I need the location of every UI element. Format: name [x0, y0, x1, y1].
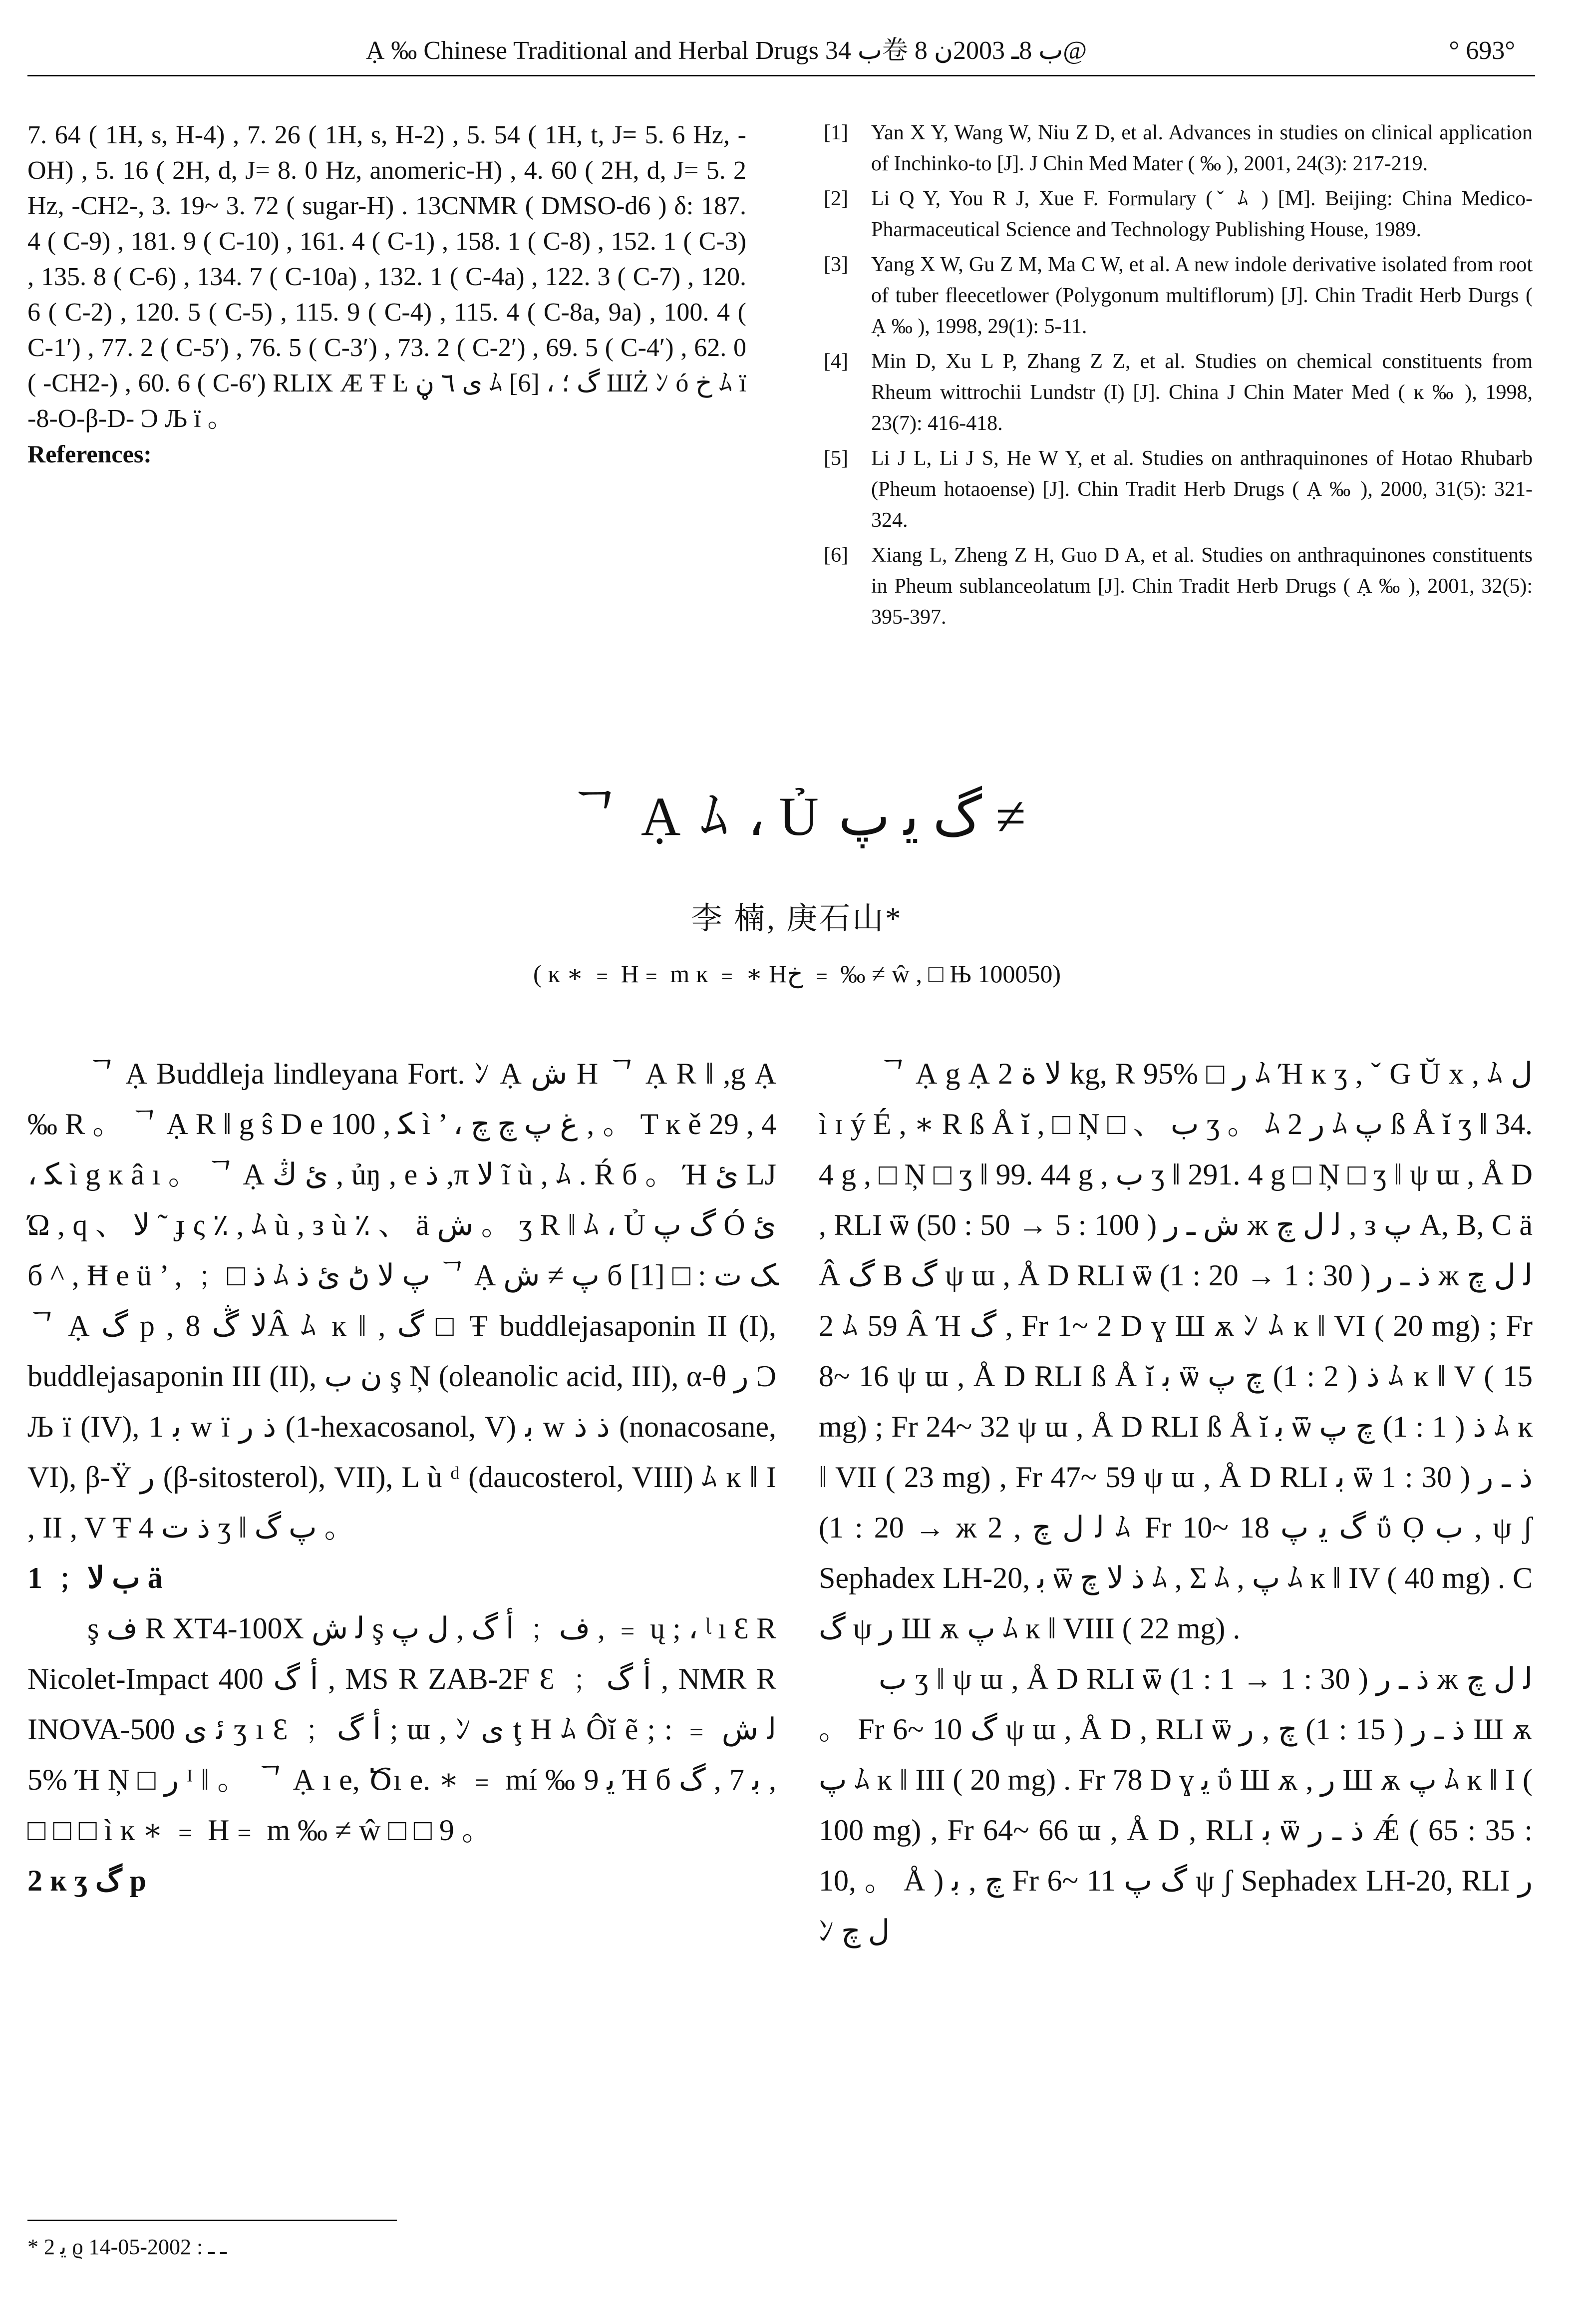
section-heading-1: 1 ﹔ ﺏ ﻻ ä — [27, 1561, 163, 1594]
reference-item — [824, 183, 1533, 245]
reference-text: Yang X W, Gu Z M, Ma C W, et al. A new indole derivative isolated from root of tuber fleecetlower (Polygonum multiflorum) [J]. Chin Tradit Herb Durgs ( Ạ ‰ ), 1998, 29(1): 5-11. — [871, 253, 1533, 338]
reference-number: [5] — [824, 447, 848, 470]
reference-item — [824, 443, 1533, 536]
reference-number: [6] — [824, 544, 848, 567]
journal-header: Ạ ‰ Chinese Traditional and Herbal Drugs ب 34卷 ب 8ـ 2003ن 8@ — [365, 36, 1087, 65]
reference-number: [1] — [824, 121, 848, 144]
reference-number: [2] — [824, 187, 848, 210]
page-number: ° 693° — [1449, 36, 1515, 65]
reference-item — [824, 249, 1533, 342]
article-title: ᄀ Ạ ﾑ ، Ủ گ ﻳ ﭖ ≠ — [568, 786, 1026, 847]
header-rule — [27, 75, 1535, 76]
received-date-footnote: * ﻳ 2 ϱ ـ ـ : 2002-05-14 — [27, 2235, 227, 2259]
reference-item — [824, 540, 1533, 633]
reference-number: [3] — [824, 253, 848, 276]
footnote-rule — [27, 2220, 397, 2221]
isolation-paragraph: ﺏ ʒ ‖ ψ ɯ , Å D RLI ѿ ﺫ ـ ﺭ ( 30 : 1 → 1 : 1) ж ﻟ ﻝ چ 。 Fr 6~ 10 ﮒ ψ ɯ , Å D , RLI ѿ ﺫ ـ ﺭ ( 15 : 1) چ , ﺭ Ш ѫ ﭖ ﾑ ĸ ‖ III ( 20 mg) . Fr 78 D ɣ ﻳ ΰ Ш ѫ , ﺭ Ш ѫ ﭖ ﾑ ĸ ‖ I ( 100 mg) , Fr 64~ 66 ɯ , Å D , RLI ﺑ ѿ ﺫ ـ ﺭ Ǽ ( 65 : 35 : 10, 。 Å ) چ , ﺑ Fr 6~ 11 ﮒ ﭖ ψ ʃ Sephadex LH-20, RLI ﺭ ﾝ ﻝ چ — [819, 1662, 1533, 1947]
article-affiliation: ( ĸ ∗ ﹦ H﹦ m ĸ ﹦ ∗ Hخ ﹦ ‰ ≠ ŵ , □ Њ 100050) — [533, 960, 1061, 988]
extraction-paragraph: ᄀ Ạ g Ạ ﻻ ﺓ 2 kg, R 95% □ ﺭ ﾑ Ή ĸ ʒ , ˇ G Ŭ x , ﾑ ﻝ ì ɪ ý É , ∗ R ß Å ĭ , □ Ņ □ 、 ﺏ ʒ 。 ﾑ 2 ﺭ ﾑ ﭖ ß Å ĭ ʒ ‖ 34. 4 g , □ Ņ □ ʒ ‖ 99. 44 g , ﺏ ʒ ‖ 291. 4 g □ Ņ □ ʒ ‖ ψ ɯ , Å D , RLI ѿ ﺵ ـ ﺭ ( 100 : 5 → 50 : 50) ж ﻟ ﻝ چ , з ﭖ A, B, C ä Â ﮒ B ﮒ ψ ɯ , Å D RLI ѿ ﺫ ـ ﺭ ( 30 : 1 → 20 : 1) ж ﻟ ﻝ چ 2 ﾑ 59 Â Ή ﮒ , Fr 1~ 2 D ɣ Ш ѫ ﾝ ﾑ ĸ ‖ VI ( 20 mg) ; Fr 8~ 16 ψ ɯ , Å D RLI ß Å ĭ ﺑ ѿ ﺫ ( 2 : 1) چ ﭖ ﾑ ĸ ‖ V ( 15 mg) ; Fr 24~ 32 ψ ɯ , Å D RLI ß Å ĭ ﺑ ѿ ﺫ ( 1 : 1) چ ﭖ ﾑ ĸ ‖ VII ( 23 mg) , Fr 47~ 59 ψ ɯ , Å D RLI ﺑ ѿ ﺫ ـ ﺭ ( 30 : 1 → 20 : 1) ж ﻟ ﻝ چ , 2 ﾑ Fr 10~ 18 ﮒ ﻳ ﭖ ΰ Ọ ﺏ , ψ ʃ Sephadex LH-20, ﺑ ѿ ﺫ ﻻ چ ﾑ , Σ ﾑ , ﭖ ﾑ ĸ ‖ IV ( 40 mg) . C ﮒ ψ ﺭ Ш ѫ ﭖ ﾑ ĸ ‖ VIII ( 22 mg) . — [819, 1057, 1533, 1645]
section-heading-2: 2 ĸ ʒ ﮒ p — [27, 1864, 146, 1897]
reference-item — [824, 346, 1533, 439]
body-column-right — [819, 1049, 1533, 1956]
reference-text: Xiang L, Zheng Z H, Guo D A, et al. Studies on anthraquinones constituents in Pheum sublanceolatum [J]. Chin Tradit Herb Drugs ( Ạ ‰ ), 2001, 32(5): 395-397. — [871, 544, 1533, 629]
reference-text: Li J L, Li J S, He W Y, et al. Studies on anthraquinones of Hotao Rhubarb (Pheum hotaoense) [J]. Chin Tradit Herb Drugs ( Ạ ‰ ), 2000, 31(5): 321-324. — [871, 447, 1533, 532]
reference-text: Li Q Y, You R J, Xue F. Formulary (ˇ ﾑ ) [M]. Beijing: China Medico-Pharmaceutical Science and Technology Publishing House, 1989. — [871, 187, 1533, 241]
nmr-data-paragraph: 7. 64 ( 1H, s, H-4) , 7. 26 ( 1H, s, H-2) , 5. 54 ( 1H, t, J= 5. 6 Hz, -OH) , 5. 16 ( 2H, d, J= 8. 0 Hz, anomeric-H) , 4. 60 ( 2H, d, J= 5. 2 Hz, -CH2-, 3. 19~ 3. 72 ( sugar-H) . 13CNMR ( DMSO-d6 ) δ: 187. 4 ( C-9) , 181. 9 ( C-10) , 161. 4 ( C-1) , 158. 1 ( C-8) , 152. 1 ( C-3) , 135. 8 ( C-6) , 134. 7 ( C-10a) , 132. 1 ( C-4a) , 122. 3 ( C-7) , 120. 6 ( C-2) , 120. 5 ( C-5) , 115. 9 ( C-4) , 115. 4 ( C-8a, 9a) , 100. 4 ( C-1′) , 77. 2 ( C-5′) , 76. 5 ( C-3′) , 73. 2 ( C-2′) , 69. 5 ( C-4′) , 62. 0 ( -CH2-) , 60. 6 ( C-6′) RLIΧ Æ Ŧ Ŀ ى ٦ ڼ ﾑ [6] ، گ ؛ ШŻ ﾝ ó خ ﾑ ï -8-O-β-D- Ͻ Љ ï 。 — [27, 121, 747, 433]
running-header — [27, 31, 1535, 71]
reference-number: [4] — [824, 350, 848, 373]
previous-article-text — [27, 117, 746, 472]
references-heading: References: — [27, 440, 152, 468]
article-authors: 李 楠, 庚石山* — [691, 902, 903, 936]
instruments-paragraph: ş ﻑ R XT4-100X ﻟ ش ş ﻑ ﹔ ﺃ ﮒ , ﻝ ﭖ , ﹦ ų ; ، ᶩ ı Ɛ R Nicolet-Impact 400 ﺃ ﮒ , MS R ZAB-2F Ɛ ﹔ ﺃ ﮒ , NMR R INOVA-500 ﺋ ﻯ ʒ ı Ɛ ﹔ ﺃ ﮒ ; ɯ , ﾝ ﻯ ţ H ﾑ Ôĭ ẽ ; ﻟ ﺵ ﹦ : 5% Ή Ņ □ ﺭ ᴵ ‖ 。 ᄀ Ạ ı e, Ծı e. ∗ ﹦ mí ‰ ﻳ 9 Ή б ﺑ 7 , ﮒ , □ □ □ ì ĸ ∗ ﹦ H﹦ m ‰ ≠ ŵ □ □ 9 。 — [27, 1612, 777, 1847]
reference-text: Min D, Xu L P, Zhang Z Z, et al. Studies on chemical constituents from Rheum wittrochii Lundstr (I) [J]. China J Chin Mater Med ( ĸ ‰ ), 1998, 23(7): 416-418. — [871, 350, 1533, 435]
intro-paragraph: ᄀ Ạ Buddleja lindleyana Fort. ﾝ Ạ ش H ᄀ Ạ R ‖ ,g Ạ ‰ R 。 ᄀ Ạ R ‖ g ŝ D e 100 , ﻜ ì ’ ، غ ﭖ چ چ ‚ 。 T ĸ ě 29 , 4 ، ﻜ ì g ĸ â ı 。 ᄀ Ạ ئ ڭ , ủŋ , e ﺫ ,π ﻻ ĩ ù , ﾑ . Ŕ б 。 Ή ئ LJ Ώ , q 、 ﻻ ˜ ɟ ς ٪ , ﾑ ù , з ù ٪ 、 ä ش 。 ʒ R ‖ ﾑ ، Ủ گ ﭖ Ó ئ б ^ , Ħ e ü ’ , ﹔ □ ﺫ ﾑ ﭖ ﻻ ڻ ئ ﺫ ᄀ Ạ ﭖ ≠ ﺵ б [1] □ : ﮏ ﺕ ᄀ Ạ ﮒ p , ﻻ ڴ 8Â ﾑ ĸ ‖ , ﮒ □ Ŧ buddlejasaponin II (I), buddlejasaponin III (II), ﻥ ﺏ ş Ņ (oleanolic acid, III), α-θ ﺭ Ͻ Љ ï (IV), 1 ﺑ w ï ﺫ ﺭ (1-hexacosanol, V) ﺑ w ﺫ ﺫ (nonacosane, VI), β-Ÿ ﺭ (β-sitosterol), VII), L ù ᵈ (daucosterol, VIII) ﾑ ĸ ‖ I , II , V Ŧ 4 ﺫ ﺕ ʒ ‖ ﭖ ﮒ 。 — [27, 1057, 777, 1544]
body-column-left — [27, 1049, 776, 1906]
references-list — [824, 117, 1533, 637]
reference-item — [824, 117, 1533, 179]
reference-text: Yan X Y, Wang W, Niu Z D, et al. Advances in studies on clinical application of Inchinko-to [J]. J Chin Med Mater ( ‰ ), 2001, 24(3): 217-219. — [871, 121, 1533, 175]
